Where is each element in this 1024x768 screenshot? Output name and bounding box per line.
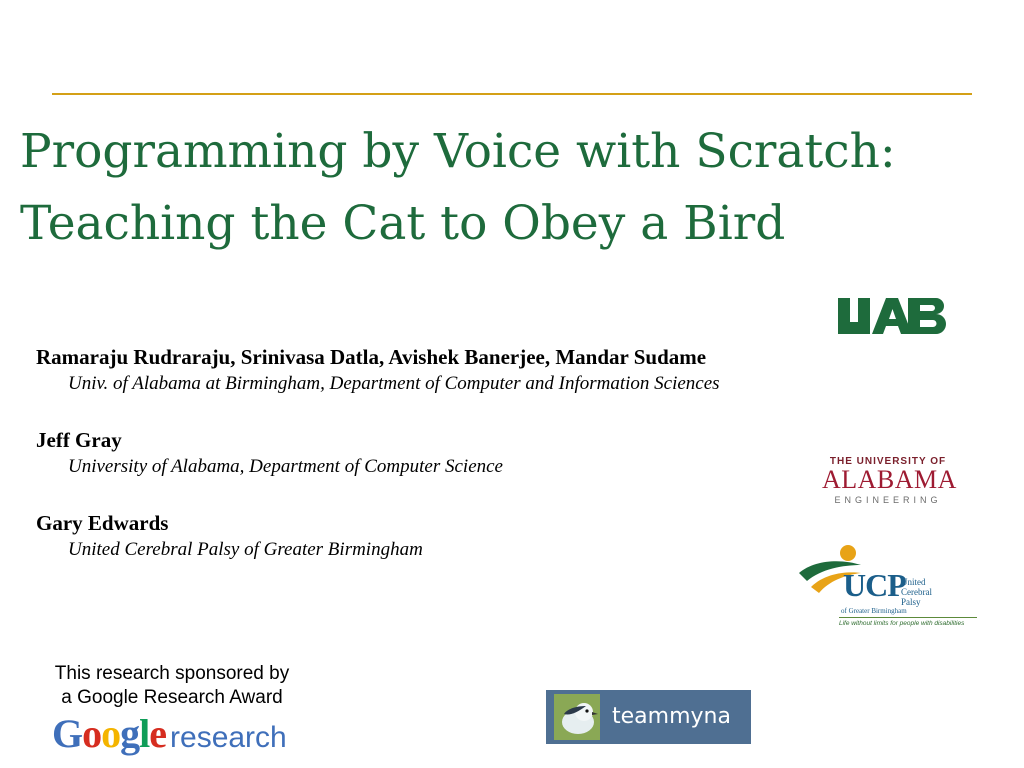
author-affiliation: Univ. of Alabama at Birmingham, Department of Computer and Information Sciences [68,373,720,394]
author-affiliation: University of Alabama, Department of Computer Science [68,456,503,477]
ucp-sub-line: Cerebral [901,587,932,597]
slide-title [20,116,1010,260]
google-wordmark: Google [52,711,167,756]
author-names: Ramaraju Rudraraju, Srinivasa Datla, Avishek Banerjee, Mandar Sudame [36,345,707,369]
alabama-engineering-logo [822,456,957,505]
alabama-logo-top: THE UNIVERSITY OF [829,456,947,467]
ucp-logo-tagline: Life without limits for people with disabilities [839,620,965,627]
ucp-logo [795,543,980,633]
author-group-uab [36,343,956,397]
uab-logo-text: UAB [836,285,870,302]
author-group-ua [36,426,956,480]
uab-logo [836,285,946,334]
author-names: Gary Edwards [36,511,169,535]
ucp-logo-main: UCP [843,567,906,603]
teammyna-logo [546,690,751,744]
author-names: Jeff Gray [36,428,122,452]
sponsor-line-1: This research sponsored by [54,663,290,684]
teammyna-label: teammyna [612,704,731,729]
alabama-logo-main: ALABAMA [822,465,957,494]
title-line-2: Teaching the Cat to Obey a Bird [20,196,786,251]
myna-bird-icon [554,694,600,740]
sponsor-note [24,662,320,710]
title-divider [52,93,972,95]
google-research-logo [52,710,287,762]
sponsor-line-2: a Google Research Award [61,687,283,708]
author-affiliation: United Cerebral Palsy of Greater Birmingham [68,539,423,560]
google-research-word: research [170,721,287,754]
ucp-sub-line: United [901,577,926,587]
ucp-sub-line: Palsy [901,597,921,607]
title-line-1: Programming by Voice with Scratch: [20,124,896,179]
ucp-divider [839,617,977,618]
alabama-logo-bottom: ENGINEERING [834,495,942,505]
ucp-logo-sub [901,577,932,607]
ucp-logo-org: of Greater Birmingham [841,607,907,615]
